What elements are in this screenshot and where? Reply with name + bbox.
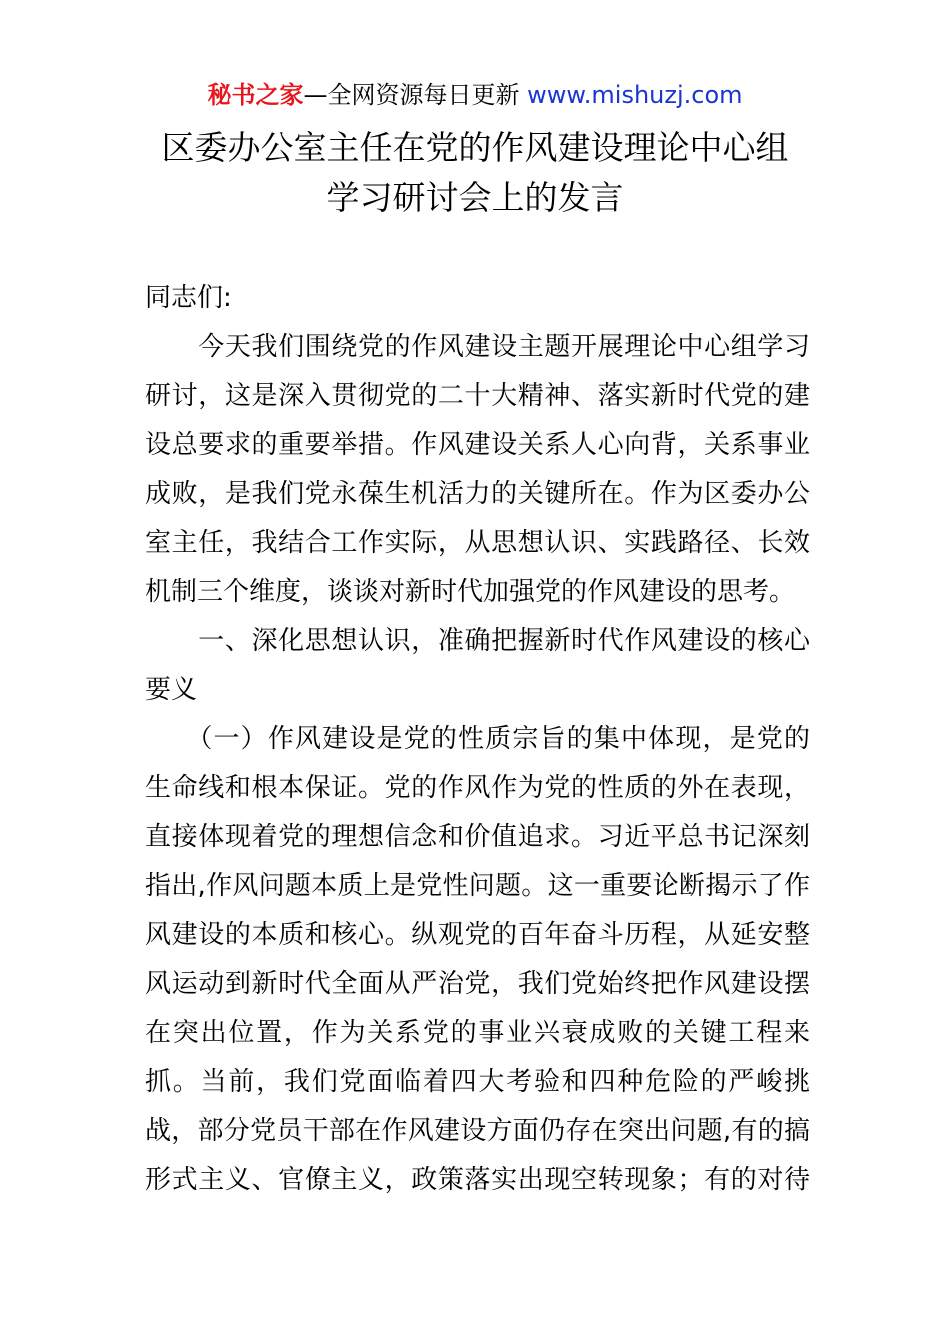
site-brand: 秘书之家	[207, 81, 304, 109]
text-line: 室主任，我结合工作实际，从思想认识、实践路径、长效	[145, 528, 810, 558]
text-line: 机制三个维度，谈谈对新时代加强党的作风建设的思考。	[145, 577, 796, 607]
paragraph-intro	[145, 323, 810, 617]
text-line: 今天我们围绕党的作风建设主题开展理论中心组学习	[145, 332, 810, 362]
text-line: 风建设的本质和核心。纵观党的百年奋斗历程，从延安整	[145, 920, 810, 950]
text-line: 研讨，这是深入贯彻党的二十大精神、落实新时代党的建	[145, 381, 810, 411]
text-line: 一、深化思想认识，准确把握新时代作风建设的核心	[145, 626, 810, 656]
document-title-line-2: 学习研讨会上的发言	[326, 178, 624, 217]
text-line: 抓。当前，我们党面临着四大考验和四种危险的严峻挑	[145, 1067, 810, 1097]
site-tagline: —全网资源每日更新	[303, 81, 528, 109]
site-header	[0, 78, 950, 112]
text-line: 指出,作风问题本质上是党性问题。这一重要论断揭示了作	[145, 871, 810, 901]
text-line: 战，部分党员干部在作风建设方面仍存在突出问题,有的搞	[145, 1116, 810, 1146]
section-heading-1	[145, 617, 810, 715]
text-line: 风运动到新时代全面从严治党，我们党始终把作风建设摆	[145, 969, 810, 999]
salutation: 同志们:	[145, 283, 232, 313]
document-title-line-1: 区委办公室主任在党的作风建设理论中心组	[161, 128, 789, 167]
text-line: （一）作风建设是党的性质宗旨的集中体现，是党的	[145, 724, 810, 754]
text-line: 形式主义、官僚主义，政策落实出现空转现象；有的对待	[145, 1165, 810, 1195]
text-line: 在突出位置，作为关系党的事业兴衰成败的关键工程来	[145, 1018, 810, 1048]
text-line: 要义	[145, 675, 198, 705]
paragraph-subsection-1	[145, 715, 810, 1205]
text-line: 成败，是我们党永葆生机活力的关键所在。作为区委办公	[145, 479, 810, 509]
site-url[interactable]: www.mishuzj.com	[527, 81, 743, 109]
text-line: 生命线和根本保证。党的作风作为党的性质的外在表现，	[145, 773, 810, 803]
text-line: 设总要求的重要举措。作风建设关系人心向背，关系事业	[145, 430, 810, 460]
text-line: 直接体现着党的理想信念和价值追求。习近平总书记深刻	[145, 822, 810, 852]
